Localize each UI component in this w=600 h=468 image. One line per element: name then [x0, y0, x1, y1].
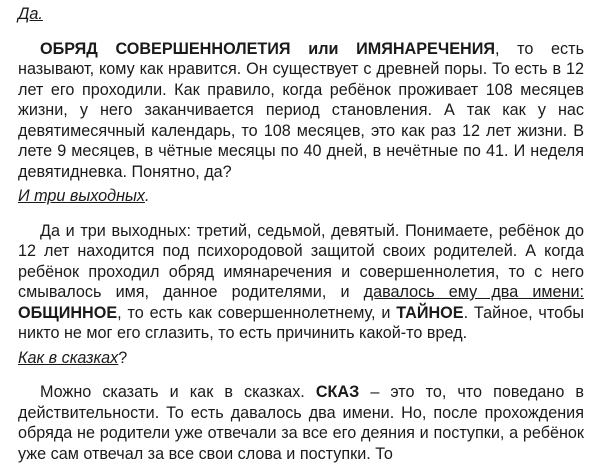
communal-name-term: ОБЩИННОЕ	[18, 303, 118, 322]
skaz-term: СКАЗ	[315, 383, 360, 401]
question-2-text: И три выходных	[18, 187, 146, 205]
paragraph-3-text-1: Можно сказать и как в сказках.	[40, 383, 316, 401]
question-2-dot: .	[145, 187, 150, 205]
answer-paragraph-2	[18, 221, 584, 344]
document-page	[18, 4, 584, 468]
question-3-text: Как в сказках	[18, 348, 119, 367]
paragraph-2-text-1: Да и три выходных: третий, седьмой, девятый. Понимаете, ребёнок до 12 лет находится под психородовой защитой своих родителей. А когда ребёнок проходил обряд имянаречения и совершеннолетия, то с него смывалось имя, данное родителями, и	[18, 221, 584, 301]
paragraph-2-text-3: . Тайное, чтобы никто не мог его сглазить, то есть причинить какой-то вред.	[18, 303, 584, 342]
rite-title: ОБРЯД СОВЕРШЕННОЛЕТИЯ или ИМЯНАРЕЧЕНИЯ	[40, 39, 495, 58]
paragraph-3-text-2: – это то, что поведано в действительности. То есть давалось два имени. Но, после прохождения обряда не родители уже отвечали за все его деяния и поступки, а ребёнок уже сам отвечал за все свои слова и поступки. То	[18, 383, 584, 463]
question-heading-2	[18, 186, 584, 207]
two-names-phrase: давалось ему два имени:	[363, 283, 584, 301]
question-heading-1: Да.	[18, 5, 43, 23]
answer-paragraph-3	[18, 382, 584, 464]
paragraph-2-text-2: , то есть как совершеннолетнему, и	[117, 303, 397, 322]
secret-name-term: ТАЙНОЕ	[396, 303, 464, 322]
paragraph-1-text: , то есть называют, кому как нравится. Он существует с древней поры. То есть в 12 лет его проходили. Как правило, когда ребёнок проживает 108 месяцев жизни, у него заканчивается период становления. А так как у нас девятимесячный календарь, то 108 месяцев, это как раз 12 лет жизни. В лете 9 месяцев, в чётные месяцы по 40 дней, в нечётные по 41. И неделя девятидневка. Понятно, да?	[18, 39, 584, 181]
question-heading-3	[18, 348, 584, 369]
question-3-mark: ?	[118, 348, 128, 367]
answer-paragraph-1	[18, 39, 584, 183]
